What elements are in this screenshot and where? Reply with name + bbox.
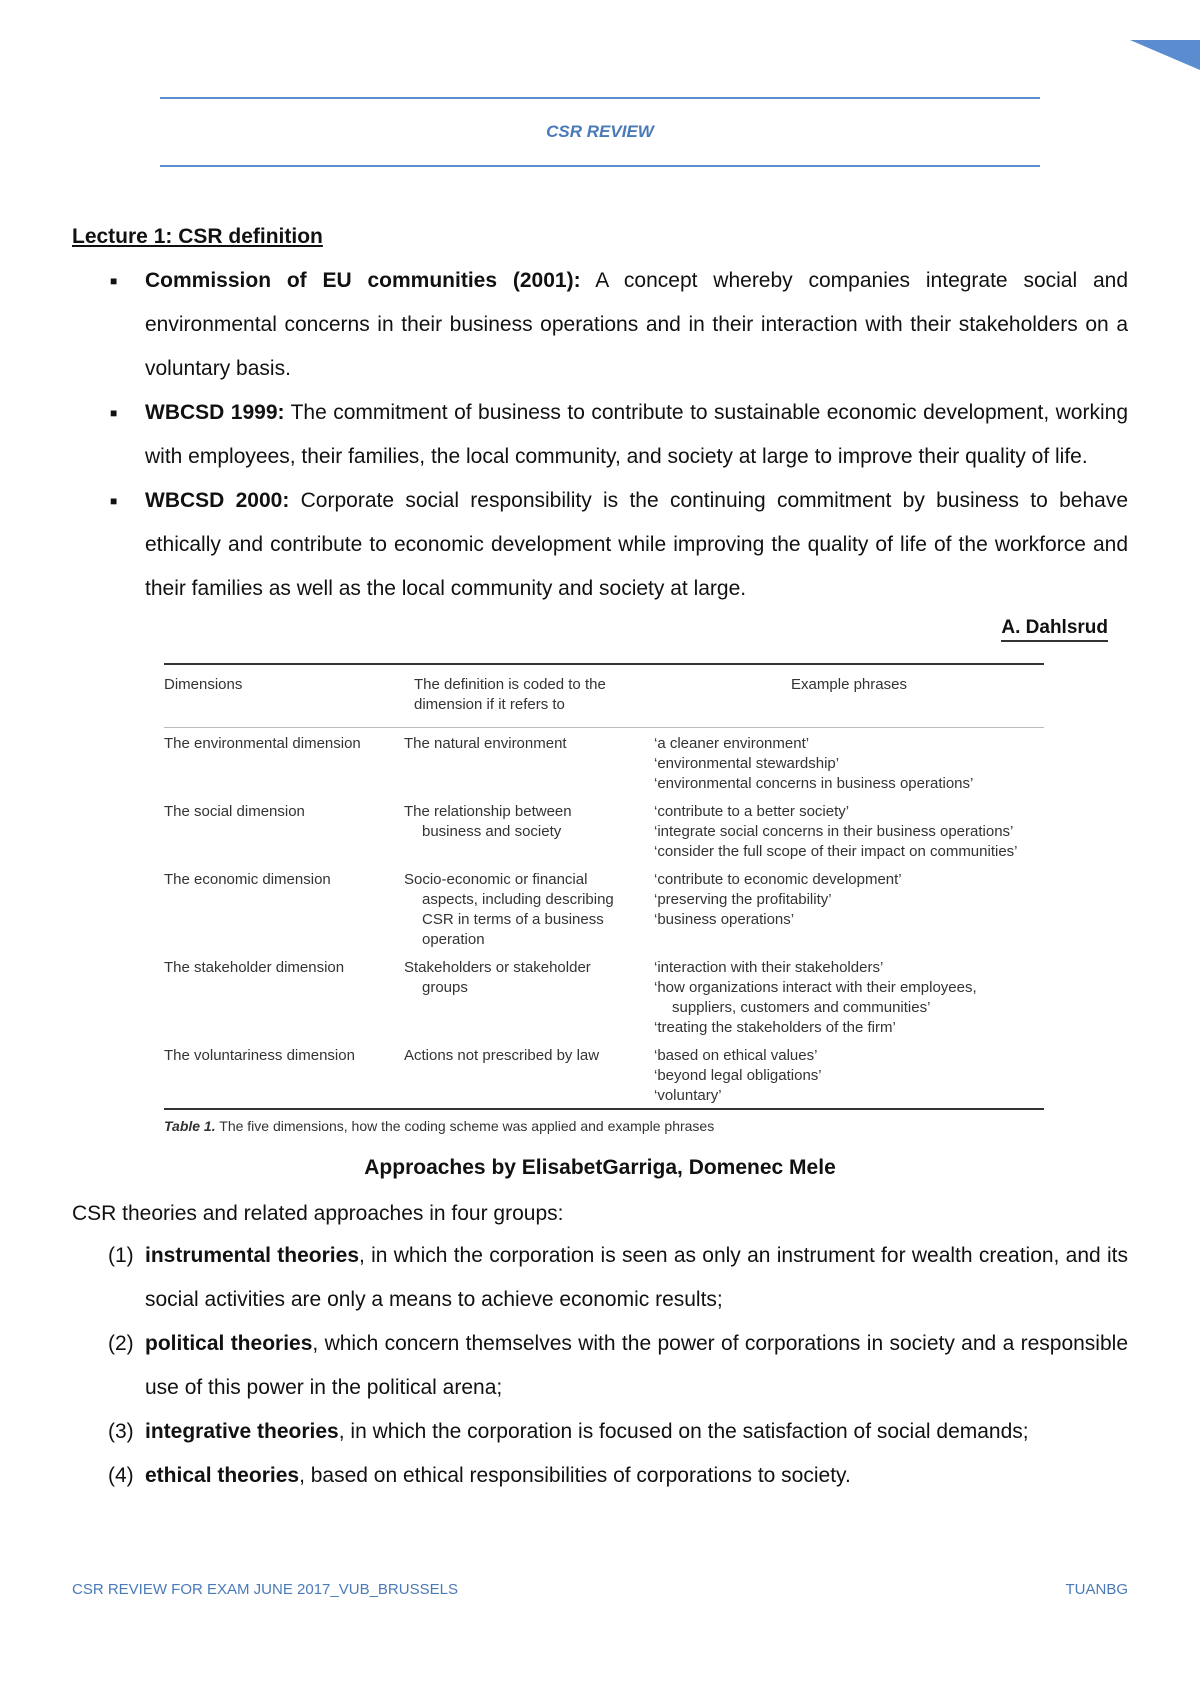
theory-group-list [72,1234,1128,1498]
theory-group-item [72,1410,1128,1454]
square-bullet-icon: ■ [110,494,118,508]
header-bottom-rule [160,165,1040,167]
theory-term: ethical theories [145,1464,300,1487]
definition-text: A concept whereby companies integrate social and environmental concerns in their business operations and in their interaction with their stakeholders on a voluntary basis. [145,269,1128,380]
table-caption [164,1118,1044,1134]
definition-item [72,479,1128,611]
theory-term: instrumental theories [145,1244,359,1267]
table-row [164,728,1044,797]
definition-item [72,259,1128,391]
theory-group-item [72,1454,1128,1498]
column-header-dimensions: Dimensions [164,664,404,728]
table-header-row [164,664,1044,728]
square-bullet-icon: ■ [110,274,118,288]
phrases-cell: ‘interaction with their stakeholders’ ‘how organizations interact with their employees, suppliers, customers and communities’ ‘treating the stakeholders of the firm’ [654,959,977,1036]
square-bullet-icon: ■ [110,406,118,420]
approaches-heading: Approaches by ElisabetGarriga, Domenec Mele [364,1156,836,1179]
dimensions-table [164,663,1044,1110]
column-header-refers: The definition is coded to the dimension if it refers to [404,664,654,728]
dimension-cell: The social dimension [164,803,305,820]
definition-source: WBCSD 2000: [145,489,290,512]
author-name: A. Dahlsrud [1001,617,1108,642]
phrases-cell: ‘based on ethical values’ ‘beyond legal obligations’ ‘voluntary’ [654,1047,822,1104]
theory-text: , based on ethical responsibilities of corporations to society. [299,1464,851,1487]
definition-source: WBCSD 1999: [145,401,285,424]
refers-cell: Stakeholders or stakeholder groups [404,959,591,996]
column-header-phrases: Example phrases [654,664,1044,728]
lecture-heading: Lecture 1: CSR definition [72,225,323,248]
phrases-cell: ‘a cleaner environment’ ‘environmental stewardship’ ‘environmental concerns in business operations’ [654,735,974,792]
item-number: (1) [108,1244,134,1267]
definition-text: Corporate social responsibility is the continuing commitment by business to behave ethically and contribute to economic development while improving the quality of life of the workforce and their families as well as the local community and society at large. [145,489,1129,600]
author-credit [72,615,1108,639]
item-number: (3) [108,1420,134,1443]
refers-cell: The relationship between business and society [404,803,572,840]
definition-text: The commitment of business to contribute to sustainable economic development, working with employees, their families, the local community, and society at large to improve their quality of life. [145,401,1129,468]
header-top-rule [160,97,1040,99]
dimensions-table-figure [164,663,1044,1134]
refers-cell: Socio-economic or financial aspects, including describing CSR in terms of a business operation [404,871,614,948]
item-number: (2) [108,1332,134,1355]
dimension-cell: The voluntariness dimension [164,1047,355,1064]
approaches-intro: CSR theories and related approaches in four groups: [72,1202,564,1225]
phrases-cell: ‘contribute to economic development’ ‘preserving the profitability’ ‘business operations’ [654,871,902,928]
theory-term: integrative theories [145,1420,339,1443]
header-title: CSR REVIEW [546,122,654,141]
table-row [164,1040,1044,1109]
dimension-cell: The environmental dimension [164,735,361,752]
theory-text: , which concern themselves with the power of corporations in society and a responsible use of this power in the political arena; [145,1332,1128,1399]
definition-source: Commission of EU communities (2001): [145,269,581,292]
theory-text: , in which the corporation is seen as only an instrument for wealth creation, and its social activities are only a means to achieve economic results; [145,1244,1128,1311]
table-row [164,796,1044,864]
dimension-cell: The economic dimension [164,871,331,888]
refers-cell: Actions not prescribed by law [404,1047,600,1064]
definition-list [72,259,1128,611]
dimension-cell: The stakeholder dimension [164,959,345,976]
footer-left-text: CSR REVIEW FOR EXAM JUNE 2017_VUB_BRUSSELS [72,1581,458,1598]
definition-item [72,391,1128,479]
caption-text: The five dimensions, how the coding scheme was applied and example phrases [215,1118,715,1134]
table-row [164,952,1044,1040]
refers-cell: The natural environment [404,735,567,752]
theory-term: political theories [145,1332,313,1355]
theory-group-item [72,1322,1128,1410]
theory-text: , in which the corporation is focused on the satisfaction of social demands; [338,1420,1029,1443]
item-number: (4) [108,1464,134,1487]
footer-right-text: TUANBG [1065,1581,1128,1598]
page-content [72,225,1128,1498]
table-row [164,864,1044,952]
phrases-cell: ‘contribute to a better society’ ‘integrate social concerns in their business operations’ ‘consider the full scope of their impact on communities’ [654,803,1018,860]
caption-label: Table 1. [164,1118,216,1134]
corner-triangle-decoration [1130,40,1200,70]
theory-group-item [72,1234,1128,1322]
